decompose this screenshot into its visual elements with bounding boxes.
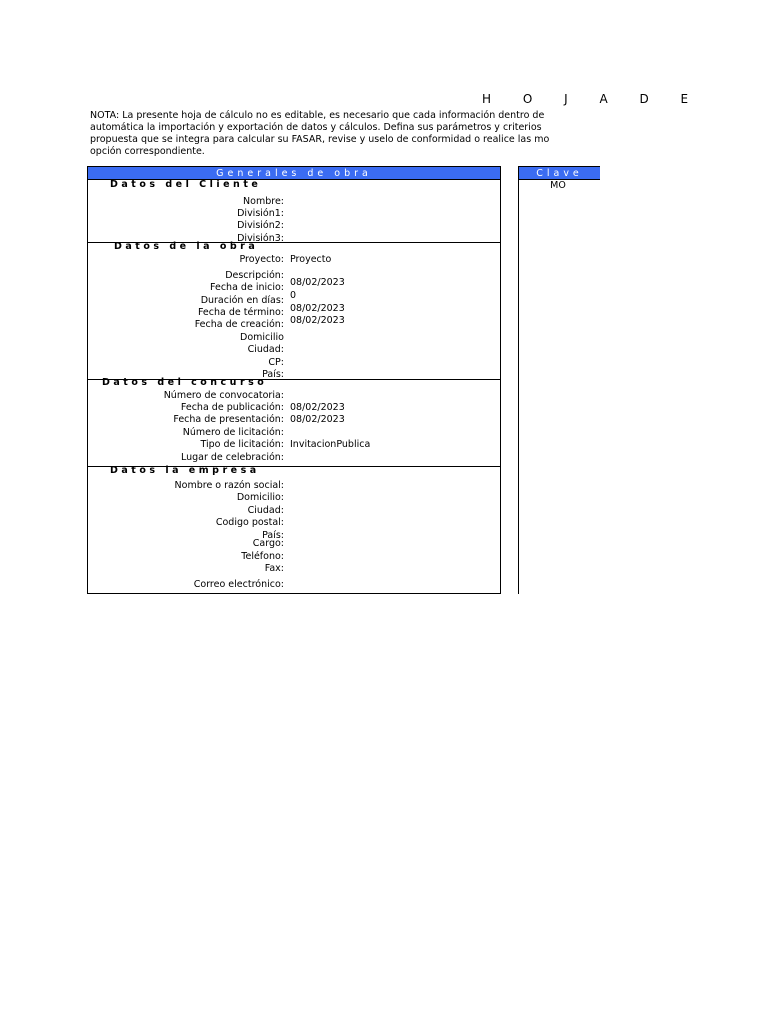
field-label: Domicilio (240, 332, 284, 343)
field-value: InvitacionPublica (290, 439, 371, 450)
field-label: Ciudad: (247, 505, 284, 516)
field-label: Cargo: (252, 538, 284, 549)
field-label: Fecha de creación: (194, 319, 284, 330)
field-value: Proyecto (290, 254, 332, 265)
section-title-empresa: Datos la empresa (110, 465, 260, 476)
note-line: automática la importación y exportación de datos y cálculos. Defina sus parámetros y criterios (90, 122, 542, 133)
section-title-obra: Datos de la obra (114, 241, 259, 252)
field-value: 08/02/2023 (290, 402, 345, 413)
clave-panel-border (518, 180, 519, 594)
sheet-title: H O J A D E (482, 92, 703, 106)
field-label: Tipo de licitación: (200, 439, 284, 450)
field-label: División3: (237, 233, 284, 244)
field-label: Domicilio: (236, 492, 284, 503)
field-label: Lugar de celebración: (180, 452, 284, 463)
note-line: opción correspondiente. (90, 146, 205, 157)
field-value: 08/02/2023 (290, 315, 345, 326)
generales-header: Generales de obra (87, 166, 501, 180)
section-title-concurso: Datos del concurso (102, 377, 268, 388)
field-label: Nombre: (243, 196, 284, 207)
section-title-cliente: Datos del Cliente (110, 179, 262, 190)
field-label: Nombre o razón social: (174, 480, 284, 491)
field-label: División2: (237, 220, 284, 231)
field-label: Descripción: (225, 270, 284, 281)
field-label: Fecha de presentación: (173, 414, 284, 425)
field-label: División1: (237, 208, 284, 219)
field-label: Proyecto: (239, 254, 284, 265)
note-text (90, 110, 600, 158)
field-value: 08/02/2023 (290, 277, 345, 288)
field-label: Fecha de inicio: (210, 282, 284, 293)
field-label: Fecha de publicación: (180, 402, 284, 413)
field-label: Fax: (264, 563, 284, 574)
note-line: propuesta que se integra para calcular su FASAR, revise y uselo de conformidad o realice las mo (90, 134, 550, 145)
field-value: 08/02/2023 (290, 414, 345, 425)
note-line: NOTA: La presente hoja de cálculo no es editable, es necesario que cada información dentro de (90, 110, 545, 121)
clave-header: Clave (518, 166, 600, 180)
field-label: Número de licitación: (182, 427, 284, 438)
field-label: Teléfono: (241, 551, 284, 562)
field-label: Ciudad: (247, 344, 284, 355)
field-label: CP: (268, 357, 284, 368)
field-value: 0 (290, 290, 297, 301)
field-label: Codigo postal: (215, 517, 284, 528)
clave-value: MO (550, 180, 566, 191)
field-label: País: (262, 530, 284, 541)
field-label: Fecha de término: (197, 307, 284, 318)
field-value: 08/02/2023 (290, 303, 345, 314)
field-label: Correo electrónico: (193, 579, 284, 590)
field-label: Duración en días: (200, 295, 284, 306)
field-label: País: (262, 369, 284, 380)
field-label: Número de convocatoria: (163, 390, 284, 401)
